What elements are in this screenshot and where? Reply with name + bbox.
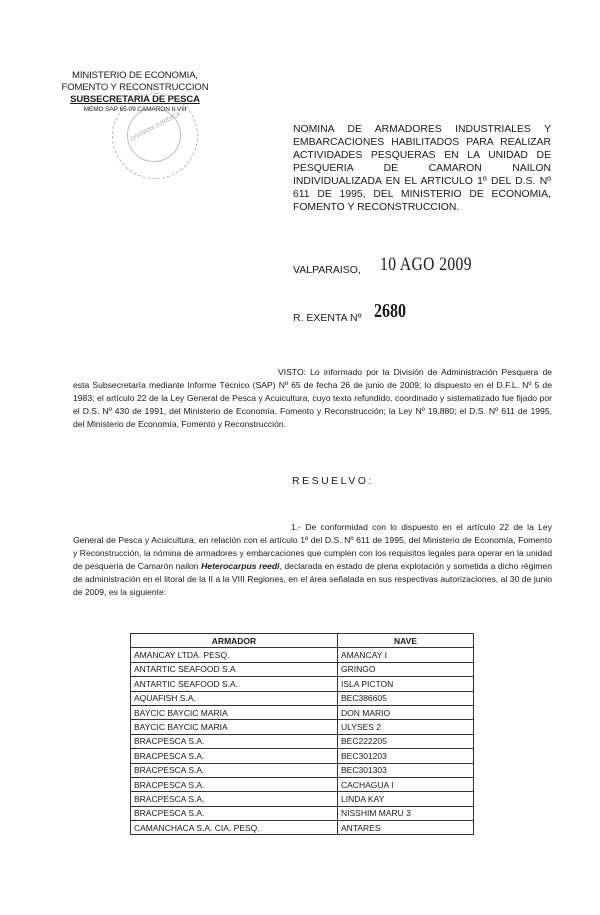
cell-armador: BRACPESCA S.A.	[131, 734, 338, 748]
cell-armador: AMANCAY LTDA. PESQ.	[131, 648, 338, 662]
document-title: NOMINA DE ARMADORES INDUSTRIALES Y EMBARCACIONES HABILITADOS PARA REALIZAR ACTIVIDADES PESQUERAS EN LA UNIDAD DE PESQUERIA DE CAMARON NAILON INDIVIDUALIZADA EN EL ARTICULO 1º DEL D.S. Nº 611 DE 1995, DEL MINISTERIO DE ECONOMIA, FOMENTO Y RECONSTRUCCION.	[293, 124, 551, 213]
cell-nave: GRINGO	[338, 662, 474, 676]
cell-nave: AMANCAY I	[338, 648, 474, 662]
table-row	[131, 677, 474, 691]
cell-armador: BRACPESCA S.A.	[131, 749, 338, 763]
table-row	[131, 648, 474, 662]
table-row	[131, 691, 474, 705]
resolution-paragraph	[73, 521, 552, 599]
table-row	[131, 720, 474, 734]
cell-armador: ANTARTIC SEAFOOD S.A.	[131, 677, 338, 691]
cell-armador: BRACPESCA S.A.	[131, 806, 338, 820]
cell-armador: ANTARTIC SEAFOOD S.A	[131, 662, 338, 676]
table-header-row	[131, 634, 474, 648]
table-row	[131, 662, 474, 676]
cell-nave: ISLA PICTON	[338, 677, 474, 691]
cell-nave: ANTARES	[338, 821, 474, 835]
armador-table	[130, 633, 474, 835]
subsecretaria-label: SUBSECRETARIA DE PESCA	[70, 94, 200, 105]
resolution-label: R. EXENTA Nº	[293, 312, 362, 324]
cell-nave: LINDA KAY	[338, 792, 474, 806]
cell-armador: BAYCIC BAYCIC MARIA	[131, 720, 338, 734]
table-row	[131, 749, 474, 763]
cell-nave: BEC301303	[338, 763, 474, 777]
memo-reference: MEMO SAP 65-09 CAMARON II-VIII	[83, 106, 187, 113]
cell-armador: BRACPESCA S.A.	[131, 777, 338, 791]
division-stamp	[112, 93, 198, 179]
cell-armador: AQUAFISH S.A.	[131, 691, 338, 705]
table-row	[131, 705, 474, 719]
column-header-nave: NAVE	[338, 634, 474, 648]
date-stamp: 10 AGO 2009	[380, 254, 472, 275]
cell-nave: BEC222205	[338, 734, 474, 748]
table-row	[131, 734, 474, 748]
column-header-armador: ARMADOR	[131, 634, 338, 648]
stamp-text: DIVISION JURIDICA	[129, 111, 182, 143]
paragraph-text-before: 1.- De conformidad con lo dispuesto en el artículo 22 de la Ley General de Pesca y Acuicultura, en relación con el artículo 1º del D.S. Nº 611 de 1995, del Ministerio de Economía, Fomento y Reconstrucción, la nómina de armadores y embarcaciones que cumplen con los requisitos legales para operar en la unidad de pesquería de Camarón nailon	[73, 522, 552, 571]
cell-armador: BRACPESCA S.A.	[131, 763, 338, 777]
cell-nave: BEC301203	[338, 749, 474, 763]
cell-nave: BEC386605	[338, 691, 474, 705]
cell-nave: NISSHIM MARU 3	[338, 806, 474, 820]
table-row	[131, 763, 474, 777]
paragraph-text-after: , declarada en estado de plena explotación y sometida a dicho régimen de administración en el litoral de la II a la VIII Regiones, en el área señalada en sus respectivas autorizaciones, al 30 de junio de 2009, es la siguiente:	[73, 561, 552, 597]
resuelvo-heading: RESUELVO:	[292, 475, 374, 487]
cell-armador: CAMANCHACA S.A. CIA. PESQ.	[131, 821, 338, 835]
ministry-line1: MINISTERIO DE ECONOMIA,	[72, 70, 198, 81]
cell-armador: BRACPESCA S.A.	[131, 792, 338, 806]
table-row	[131, 806, 474, 820]
cell-nave: ULYSES 2	[338, 720, 474, 734]
table-row	[131, 777, 474, 791]
resolution-number: 2680	[374, 300, 406, 322]
cell-nave: CACHAGUA I	[338, 777, 474, 791]
table-row	[131, 792, 474, 806]
table-row	[131, 821, 474, 835]
cell-armador: BAYCIC BAYCIC MARIA	[131, 705, 338, 719]
cell-nave: DON MARIO	[338, 705, 474, 719]
place-label: VALPARAISO,	[293, 264, 361, 276]
ministry-line2: FOMENTO Y RECONSTRUCCION	[61, 82, 209, 93]
visto-paragraph: VISTO: Lo informado por la División de Administración Pesquera de esta Subsecretaría mediante Informe Técnico (SAP) Nº 65 de fecha 26 de junio de 2009; lo dispuesto en el D.F.L. Nº 5 de 1983; el artículo 22 de la Ley General de Pesca y Acuicultura, cuyo texto refundido, coordinado y sistematizado fue fijado por el D.S. Nº 430 de 1991, del Ministerio de Economía, Fomento y Reconstrucción; la Ley Nº 19.880; el D.S. Nº 611 de 1995, del Ministerio de Economía, Fomento y Reconstrucción.	[73, 367, 552, 429]
species-name: Heterocarpus reedi	[201, 561, 280, 571]
